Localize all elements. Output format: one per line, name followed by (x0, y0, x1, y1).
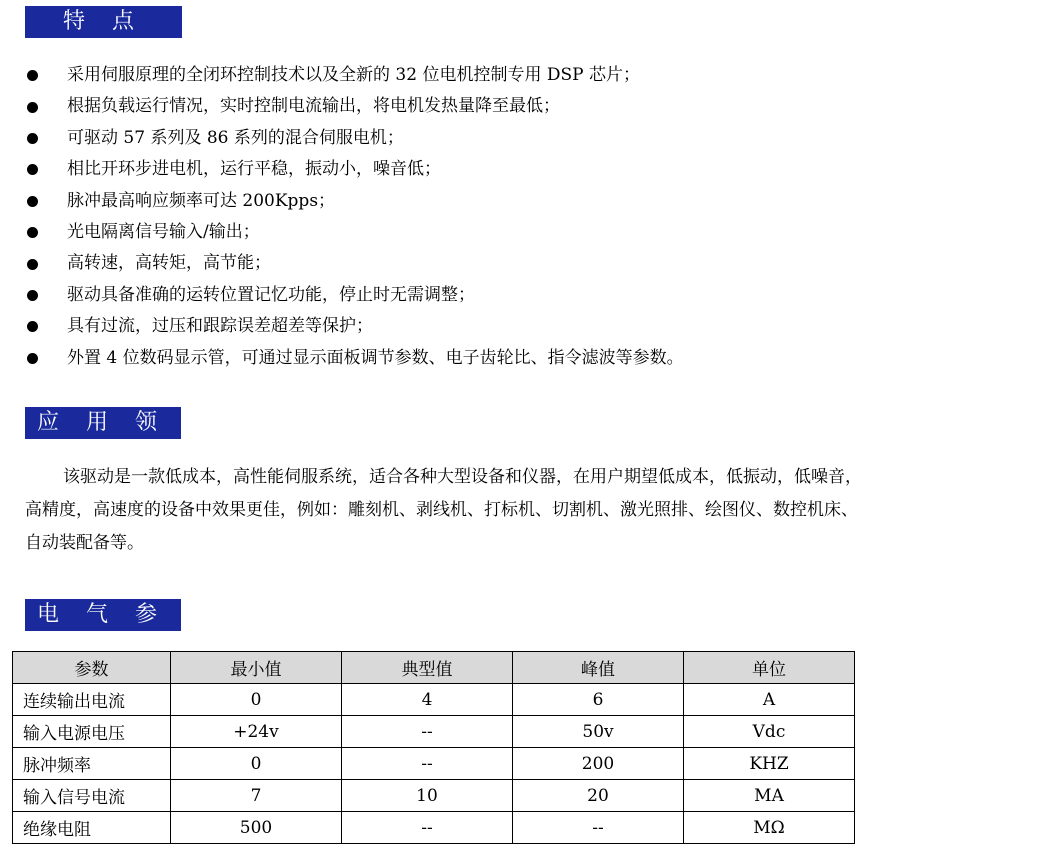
list-item (25, 248, 1025, 279)
list-item (25, 343, 1025, 374)
feature-text: 可驱动 57 系列及 86 系列的混合伺服电机； (67, 127, 404, 148)
table-cell: 7 (171, 780, 342, 812)
table-cell: 200 (513, 748, 684, 780)
table-cell: Vdc (684, 716, 855, 748)
list-item (25, 186, 1025, 217)
table-row (13, 716, 855, 748)
column-header: 最小值 (171, 652, 342, 684)
table-cell: -- (342, 812, 513, 844)
bullet-icon (27, 70, 38, 81)
table-cell: 500 (171, 812, 342, 844)
list-item (25, 217, 1025, 248)
feature-text: 光电隔离信号输入/输出； (67, 221, 260, 242)
applications-paragraph (25, 461, 1040, 560)
table-cell: 输入电源电压 (13, 716, 171, 748)
column-header: 单位 (684, 652, 855, 684)
list-item (25, 123, 1025, 154)
section-heading-applications: 应 用 领 域 (25, 407, 181, 439)
table-cell: -- (513, 812, 684, 844)
table-cell: 0 (171, 748, 342, 780)
column-header: 典型值 (342, 652, 513, 684)
table-cell: 4 (342, 684, 513, 716)
table-cell: 脉冲频率 (13, 748, 171, 780)
bullet-icon (27, 321, 38, 332)
paragraph-line (25, 461, 1040, 494)
table-cell: MA (684, 780, 855, 812)
list-item (25, 311, 1025, 342)
section-heading-features: 特 点 (25, 6, 182, 38)
bullet-icon (27, 227, 38, 238)
column-header: 参数 (13, 652, 171, 684)
section-heading-params: 电 气 参 数 (25, 599, 181, 631)
paragraph-line: 高精度，高速度的设备中效果更佳，例如：雕刻机、剥线机、打标机、切割机、激光照排、绘图仪、数控机床、 (25, 500, 858, 520)
table-cell: 绝缘电阻 (13, 812, 171, 844)
feature-text: 高转速，高转矩，高节能； (67, 253, 271, 274)
table-row (13, 812, 855, 844)
feature-text: 脉冲最高响应频率可达 200Kpps； (67, 190, 336, 211)
paragraph-text: 该驱动是一款低成本，高性能伺服系统，适合各种大型设备和仪器，在用户期望低成本，低振动，低噪音， (63, 467, 862, 487)
feature-text: 外置 4 位数码显示管，可通过显示面板调节参数、电子齿轮比、指令滤波等参数。 (67, 347, 684, 368)
feature-text: 相比开环步进电机，运行平稳，振动小，噪音低； (67, 159, 441, 180)
table-row (13, 684, 855, 716)
table-header-row (13, 652, 855, 684)
table-cell: 20 (513, 780, 684, 812)
table-cell: 输入信号电流 (13, 780, 171, 812)
table-cell: -- (342, 748, 513, 780)
list-item (25, 60, 1025, 91)
list-item (25, 91, 1025, 122)
table-cell: KHZ (684, 748, 855, 780)
bullet-icon (27, 102, 38, 113)
bullet-icon (27, 259, 38, 270)
table-cell: A (684, 684, 855, 716)
bullet-icon (27, 196, 38, 207)
table-cell: 50v (513, 716, 684, 748)
table-cell: -- (342, 716, 513, 748)
list-item (25, 280, 1025, 311)
bullet-icon (27, 133, 38, 144)
feature-text: 根据负载运行情况，实时控制电流输出，将电机发热量降至最低； (67, 96, 560, 117)
params-table (12, 651, 855, 844)
features-list (25, 60, 1025, 374)
table-cell: 连续输出电流 (13, 684, 171, 716)
table-cell: 10 (342, 780, 513, 812)
table-row (13, 748, 855, 780)
column-header: 峰值 (513, 652, 684, 684)
table-row (13, 780, 855, 812)
feature-text: 具有过流，过压和跟踪误差超差等保护； (67, 316, 373, 337)
paragraph-line: 自动装配备等。 (25, 533, 144, 553)
bullet-icon (27, 290, 38, 301)
table-cell: MΩ (684, 812, 855, 844)
bullet-icon (27, 353, 38, 364)
feature-text: 驱动具备准确的运转位置记忆功能，停止时无需调整； (67, 284, 475, 305)
table-cell: +24v (171, 716, 342, 748)
table-cell: 0 (171, 684, 342, 716)
bullet-icon (27, 164, 38, 175)
feature-text: 采用伺服原理的全闭环控制技术以及全新的 32 位电机控制专用 DSP 芯片； (67, 65, 640, 85)
table-cell: 6 (513, 684, 684, 716)
list-item (25, 154, 1025, 185)
